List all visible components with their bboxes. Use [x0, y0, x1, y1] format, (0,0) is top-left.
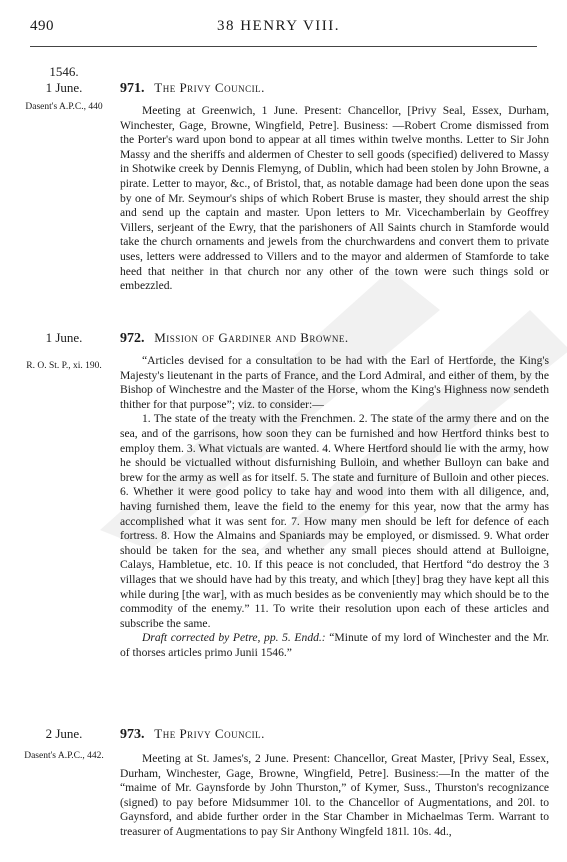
entry-heading [120, 330, 537, 347]
endorsement-label: Draft corrected by Petre, pp. 5. Endd.: [142, 631, 326, 645]
entry-paragraph: 1. The state of the treaty with the Frenchmen. 2. The state of the army there and on the sea, and of the garrisons, how soon they can be furnished and how Hertford thinks best to employ them. 3. What victuals are wanted. 4. Where Hertford should lie with the army, how he should be victualled without disfurnishing Bulloin, and whether Bulloyn can bake and brew for the army as well as for itself. 5. The state and furniture of Bulloin and other pieces. 6. Whether it were good policy to take hay and wood into them with all diligence, and, having furnished them, leave the field to the enemy for this year, now that the army has accomplished what it was sent for. 7. How many men should be left for defence of each fortress. 8. How the Almains and Spaniards may be employed, or dismissed. 9. What order should be taken for the sea, and whether any small pieces should attend at Bulloigne, Calays, Hambletue, etc. 10. If this peace is not concluded, that Hertford “do destroy the 3 villages that we should have had by this treaty, and which [they] brag they have kept all this while during [the war], with as much besides as be conveniently may which should be to the commodity of the enemy.” 11. To write their resolution upon each of these articles and subscribe the same. [120, 412, 549, 630]
entry-number: 971. [120, 81, 145, 96]
entry-date: 2 June. [45, 726, 83, 741]
page-number: 490 [30, 18, 54, 34]
entry-title: Mission of Gardiner and Browne. [154, 330, 349, 345]
entry-paragraph: “Articles devised for a consultation to be had with the Earl of Hertforde, the King's Majesty's lieutenant in the parts of France, and the Lord Admiral, and either of them, by the Bishop of Winchestre and the Master of the Horse, whom the King's Highness now sendeth thither for that purpose”; viz. to consider:— [120, 354, 549, 411]
entry-body [120, 354, 549, 660]
entry-body [120, 752, 549, 840]
header-rule [30, 46, 537, 47]
entry-source: Dasent's A.P.C., 442. [24, 751, 104, 761]
running-header [30, 18, 527, 42]
running-title: 38 HENRY VIII. [216, 18, 341, 34]
entry-number: 972. [120, 331, 145, 346]
entry-title: The Privy Council. [154, 726, 265, 741]
entry-endorsement [120, 631, 549, 660]
entry-number: 973. [120, 727, 145, 742]
entry-heading [120, 80, 537, 97]
entry-date: 1 June. [45, 330, 83, 345]
entry-paragraph: Meeting at St. James's, 2 June. Present: Chancellor, Great Master, [Privy Seal, Essex, Durham, Winchester, Gage, Browne, Wingfield, Petre]. Business:—In the matter of the “maime of Mr. Gaynsforde by John Thurston,” of Kymer, Suss., Thurston's recognizance (signed) to pay before Midsummer 10l. to the Chancellor of Augmentations, and 20l. to Gaynsford, and abide further order in the Star Chamber in Michaelmas Term. Warrant to treasurer of Augmentations to pay Sir Anthony Wingfeld 181l. 10s. 4d., [120, 752, 549, 838]
entry-source: R. O. St. P., xi. 190. [26, 361, 102, 371]
entry-year: 1546. [49, 64, 79, 79]
margin-note [18, 726, 110, 762]
entry-paragraph: Meeting at Greenwich, 1 June. Present: Chancellor, [Privy Seal, Essex, Durham, Winchester, Gage, Browne, Wingfield, Petre]. Business: —Robert Crome dismissed from the Porter's ward upon bond to appear at all times within twelve months. Letter to Sir John Massy and the sheriffs and aldermen of Chester to sell goods (specified) delivered to Massy in Shotwike creek by Dennis Flemyng, of Dublin, which had been stolen by John Browne, a pirate. Letter to mayor, &c., of Bristol, that, as notable damage had been done upon the seas by one of Mr. Seymour's ships of which Robert Bruse is master, they should arrest the ship and send up the captain and master. Upon letters to Mr. Vicechamberlain by Geoffrey Villers, serjeant of the Ewry, that the parishoners of All Saints church in Stamforde would take the church ornaments and jewels from the churchwardens and convert them to private uses, letters were addressed to Villers and to the mayor and aldermen of Stamforde to take heed that neither in that church nor any other of the town were such things sold or embezzled. [120, 104, 549, 293]
entry-heading [120, 726, 537, 743]
entry-date: 1 June. [45, 80, 83, 95]
entry-source: Dasent's A.P.C., 440 [25, 102, 103, 112]
entry-title: The Privy Council. [154, 80, 265, 95]
entry-body [120, 104, 549, 294]
endorsement-text: “Minute of my lord of Winchester and the Mr. of thorses articles primo Junii 1546.” [120, 631, 549, 659]
margin-note [18, 330, 110, 372]
margin-note [18, 64, 110, 113]
